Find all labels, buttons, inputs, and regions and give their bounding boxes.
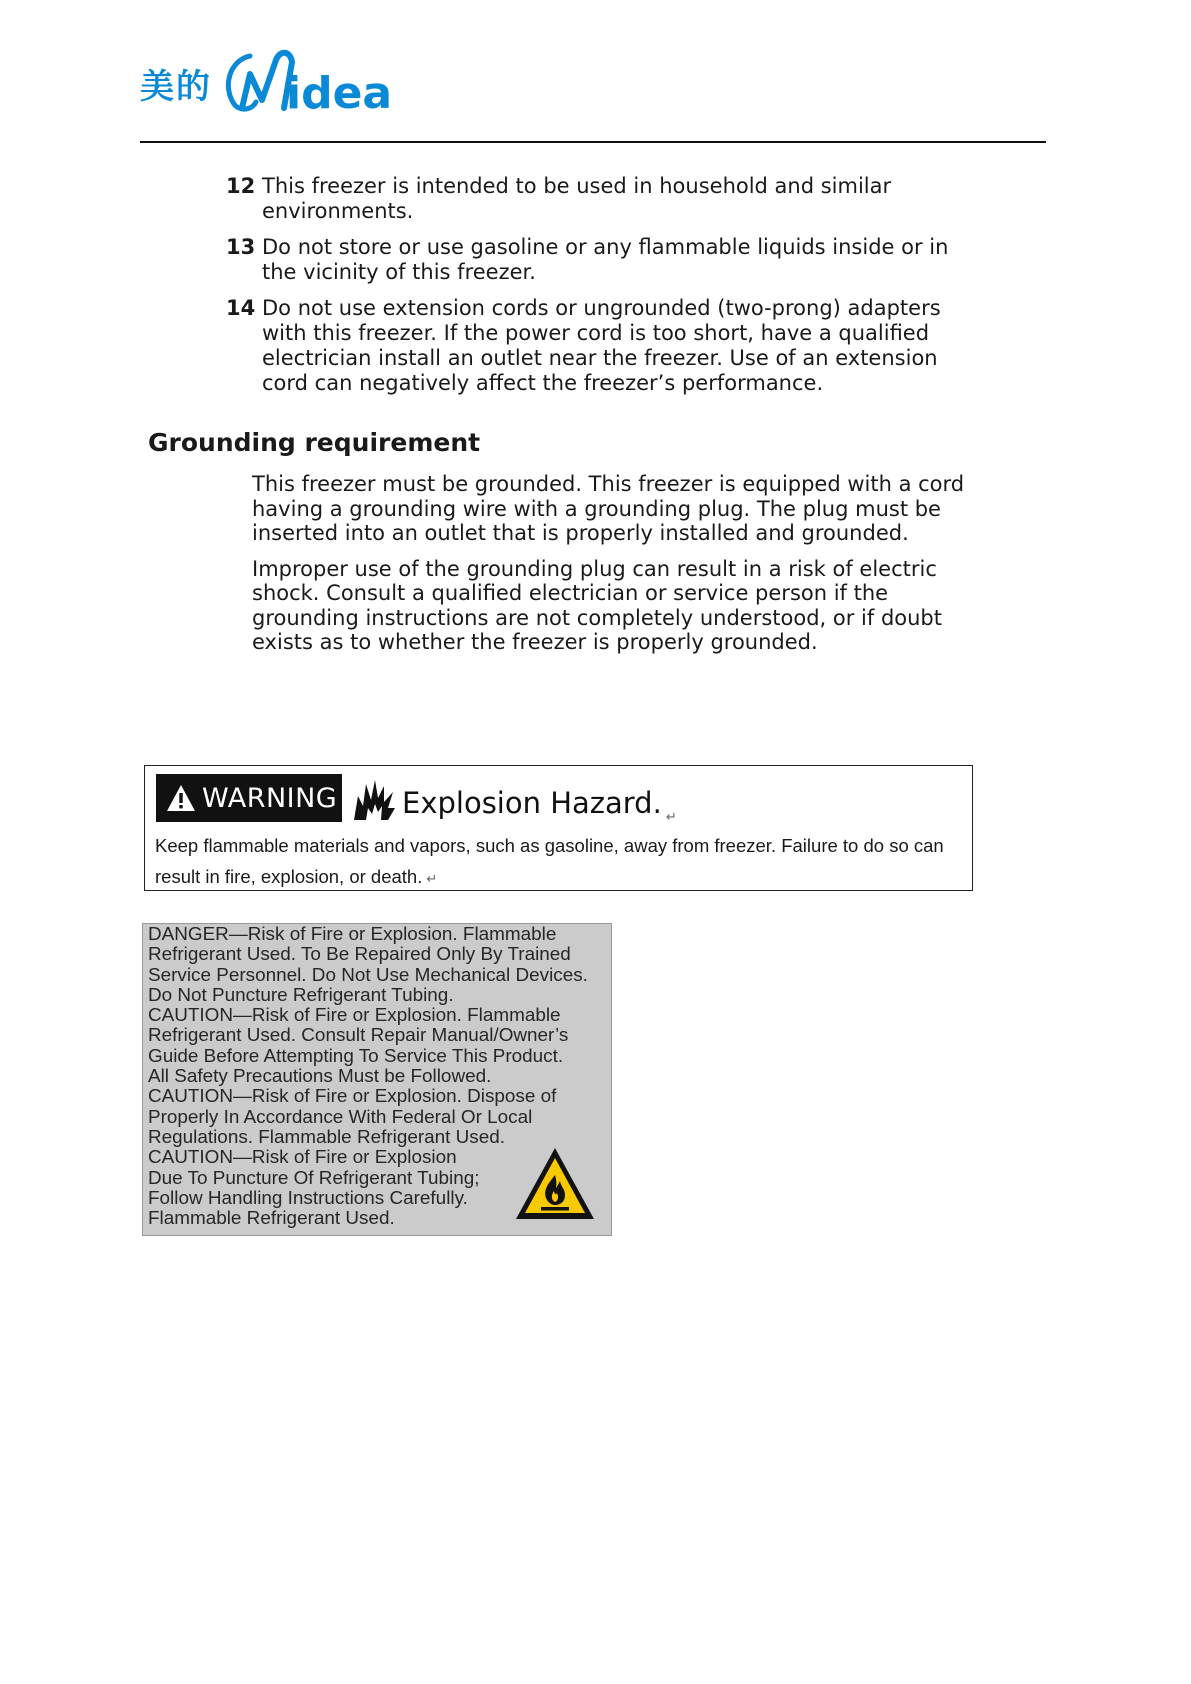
danger-line: CAUTION—Risk of Fire or Explosion [148,1147,457,1169]
danger-line: Flammable Refrigerant Used. [148,1208,395,1230]
list-item [226,235,986,285]
danger-line: Due To Puncture Of Refrigerant Tubing; [148,1167,480,1189]
section-heading-grounding: Grounding requirement [148,428,481,457]
danger-line: CAUTION—Risk of Fire or Explosion. Flammable [148,1005,561,1027]
midea-wordmark [220,38,400,118]
danger-line: Follow Handling Instructions Carefully. [148,1187,468,1209]
danger-line: Service Personnel. Do Not Use Mechanical Devices. [148,964,588,986]
warning-triangle-icon [166,783,196,813]
brand-logo [140,38,400,118]
refrigerant-danger-label [142,923,612,1236]
danger-line: Refrigerant Used. Consult Repair Manual/Owner’s [148,1025,569,1047]
safety-items-list [226,174,986,407]
warning-body-text: Keep flammable materials and vapors, such as gasoline, away from freezer. Failure to do so can result in fire, explosion, or death. [155,835,944,887]
brand-name-english: idea [286,68,393,118]
warning-title [402,786,677,825]
return-mark: ↵ [426,871,438,886]
danger-line: DANGER—Risk of Fire or Explosion. Flammable [148,924,557,945]
item-text: This freezer is intended to be used in household and similar environments. [262,174,892,223]
item-number: 12 [226,174,256,198]
grounding-paragraph: Improper use of the grounding plug can result in a risk of electric shock. Consult a qualified electrician or service person if the grounding instructions are not completely understood, or if doubt exists as to whether the freezer is properly grounded. [252,556,942,654]
brand-name-chinese: 美的 [140,66,212,107]
explosion-warning-box [144,765,973,891]
grounding-paragraph: This freezer must be grounded. This freezer is equipped with a cord having a grounding wire with a grounding plug. The plug must be inserted into an outlet that is properly installed and grounded. [252,472,965,545]
list-item [226,296,986,396]
item-text: Do not use extension cords or ungrounded (two-prong) adapters with this freezer. If the power cord is too short, have a qualified electrician install an outlet near the freezer. Use of an extension cord can negatively affect the freezer’s performance. [262,296,941,395]
warning-title-text: Explosion Hazard. [402,786,662,820]
list-item [226,174,986,224]
item-number: 13 [226,235,256,259]
danger-line: Properly In Accordance With Federal Or Local [148,1106,533,1128]
flammable-hazard-icon [513,1145,597,1223]
warning-body [155,830,955,894]
danger-line: Guide Before Attempting To Service This Product. [148,1045,564,1067]
warning-badge-label: WARNING [202,782,338,814]
item-number: 14 [226,296,256,320]
header-divider [140,141,1046,143]
warning-badge [156,774,342,822]
return-mark: ↵ [665,810,677,825]
item-text: Do not store or use gasoline or any flammable liquids inside or in the vicinity of this freezer. [262,235,949,284]
danger-line: CAUTION—Risk of Fire or Explosion. Dispose of [148,1086,557,1108]
grounding-body [252,472,982,666]
danger-line: Do Not Puncture Refrigerant Tubing. [148,984,454,1006]
danger-line: Refrigerant Used. To Be Repaired Only By Trained [148,944,571,966]
danger-line: All Safety Precautions Must be Followed. [148,1066,492,1088]
explosion-icon [352,778,396,822]
danger-line: Regulations. Flammable Refrigerant Used. [148,1126,505,1148]
